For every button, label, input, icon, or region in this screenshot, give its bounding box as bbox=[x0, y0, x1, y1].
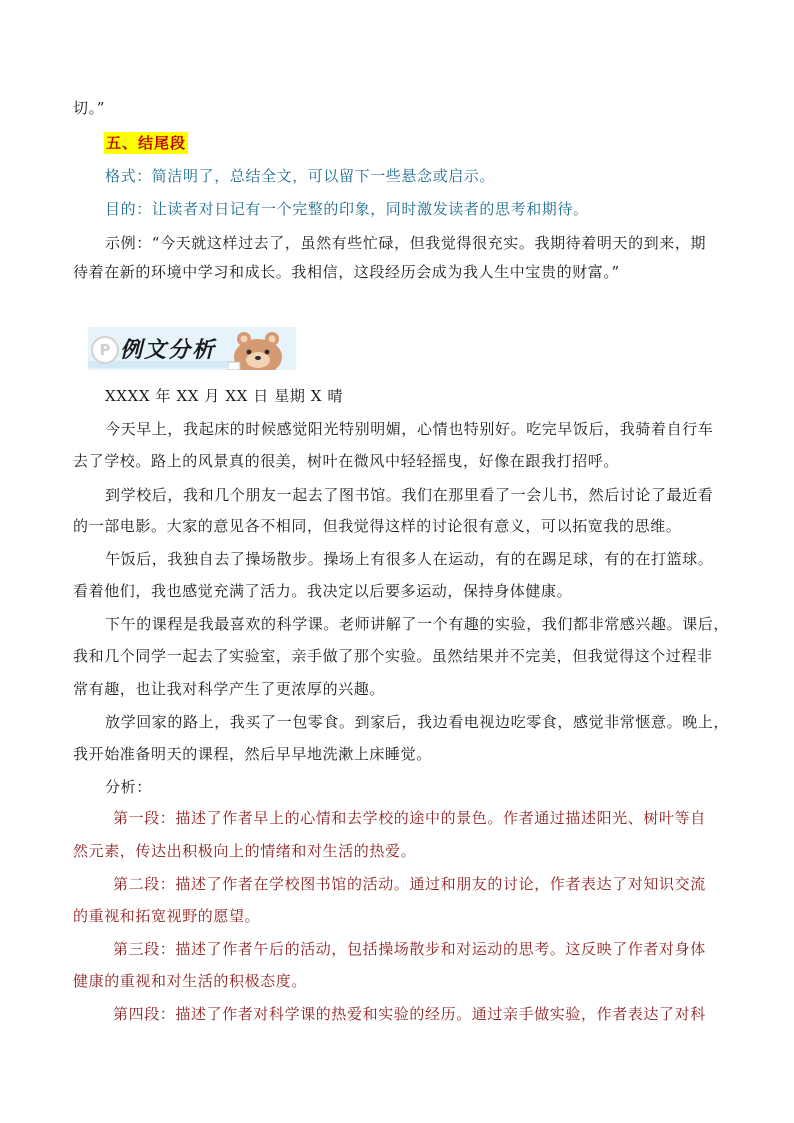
essay-line: 我开始准备明天的课程，然后早早地洗漱上床睡觉。 bbox=[73, 745, 432, 763]
analysis-label: 分析： bbox=[105, 778, 152, 796]
section-heading-conclusion: 五、结尾段 bbox=[106, 134, 187, 152]
format-line: 格式：简洁明了，总结全文，可以留下一些悬念或启示。 bbox=[105, 167, 496, 185]
essay-date-line: XXXX 年 XX 月 XX 日 星期 X 晴 bbox=[105, 387, 344, 405]
essay-line: 常有趣，也让我对科学产生了更浓厚的兴趣。 bbox=[73, 680, 386, 698]
essay-line: 我和几个同学一起去了实验室，亲手做了那个实验。虽然结果并不完美，但我觉得这个过程非 bbox=[73, 647, 713, 665]
analysis-line: 第一段：描述了作者早上的心情和去学校的途中的景色。作者通过描述阳光、树叶等自 bbox=[113, 809, 706, 827]
essay-line: 的一部电影。大家的意见各不相同，但我觉得这样的讨论很有意义，可以拓宽我的思维。 bbox=[73, 517, 682, 535]
bear-icon bbox=[228, 327, 292, 370]
analysis-line: 健康的重视和对生活的积极态度。 bbox=[73, 972, 308, 990]
purpose-line: 目的：让读者对日记有一个完整的印象，同时激发读者的思考和期待。 bbox=[105, 200, 589, 218]
p-badge-icon: P bbox=[91, 336, 119, 364]
analysis-line: 第四段：描述了作者对科学课的热爱和实验的经历。通过亲手做实验，作者表达了对科 bbox=[113, 1005, 706, 1023]
essay-line: 今天早上，我起床的时候感觉阳光特别明媚，心情也特别好。吃完早饭后，我骑着自行车 bbox=[105, 420, 714, 438]
analysis-line: 第二段：描述了作者在学校图书馆的活动。通过和朋友的讨论，作者表达了对知识交流 bbox=[113, 875, 706, 893]
example-line-1: 示例：“今天就这样过去了，虽然有些忙碌，但我觉得很充实。我期待着明天的到来，期 bbox=[105, 234, 707, 252]
essay-line: 看着他们，我也感觉充满了活力。我决定以后要多运动，保持身体健康。 bbox=[73, 582, 573, 600]
example-line-2: 待着在新的环境中学习和成长。我相信，这段经历会成为我人生中宝贵的财富。” bbox=[73, 263, 620, 281]
essay-line: 放学回家的路上，我买了一包零食。到家后，我边看电视边吃零食，感觉非常惬意。晚上， bbox=[105, 713, 730, 731]
example-analysis-banner bbox=[88, 327, 296, 370]
essay-line: 去了学校。路上的风景真的很美，树叶在微风中轻轻摇曳，好像在跟我打招呼。 bbox=[73, 452, 620, 470]
essay-line: 下午的课程是我最喜欢的科学课。老师讲解了一个有趣的实验，我们都非常感兴趣。课后， bbox=[105, 615, 730, 633]
analysis-line: 然元素，传达出积极向上的情绪和对生活的热爱。 bbox=[73, 842, 417, 860]
essay-line: 午饭后，我独自去了操场散步。操场上有很多人在运动，有的在踢足球，有的在打篮球。 bbox=[105, 550, 714, 568]
analysis-line: 的重视和拓宽视野的愿望。 bbox=[73, 907, 261, 925]
banner-title: 例文分析 bbox=[120, 338, 217, 363]
intro-tail: 切。” bbox=[73, 99, 105, 117]
analysis-line: 第三段：描述了作者午后的活动，包括操场散步和对运动的思考。这反映了作者对身体 bbox=[113, 940, 706, 958]
essay-line: 到学校后，我和几个朋友一起去了图书馆。我们在那里看了一会儿书，然后讨论了最近看 bbox=[105, 486, 714, 504]
